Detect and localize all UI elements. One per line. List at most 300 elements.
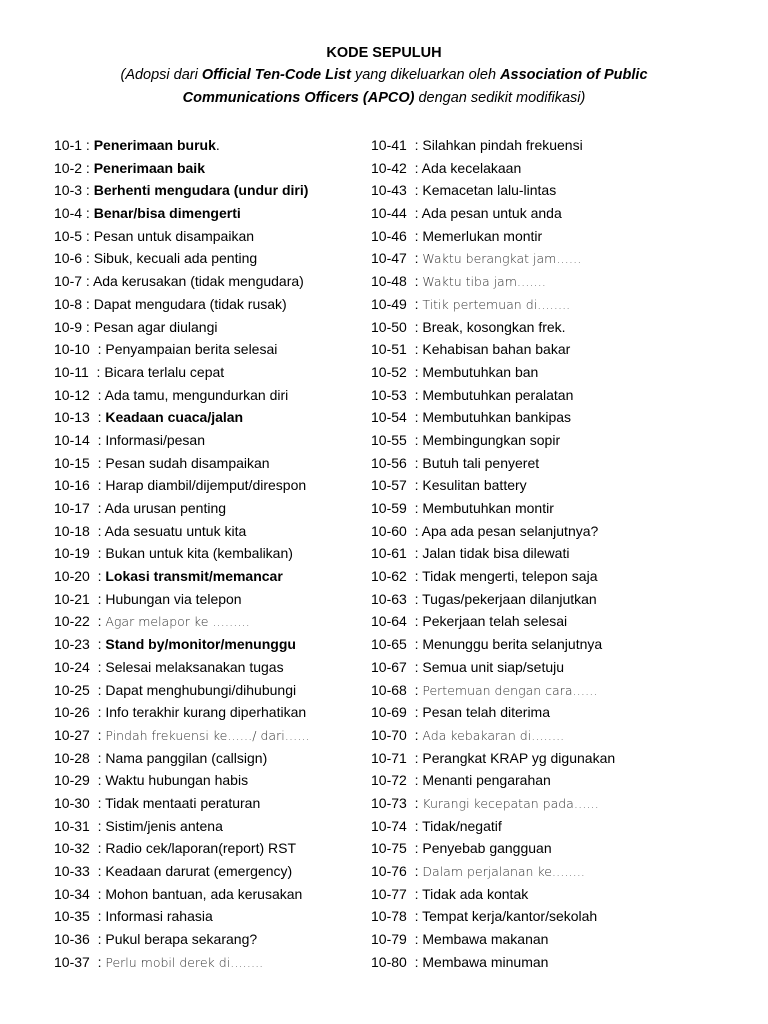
code-separator: : <box>89 454 106 471</box>
code-separator: : <box>89 545 106 562</box>
code-meaning: Membutuhkan ban <box>422 363 539 380</box>
code-meaning: Kesulitan battery <box>422 477 527 494</box>
code-separator: : <box>89 613 106 630</box>
code-row <box>371 361 751 384</box>
code-meaning: Pukul berapa sekarang? <box>105 931 258 948</box>
code-row <box>54 452 364 475</box>
code-separator: : <box>406 794 423 811</box>
code-row <box>54 769 364 792</box>
code-list-left <box>54 134 364 973</box>
code-number: 10-72 <box>371 772 407 789</box>
code-separator: : <box>406 295 423 312</box>
subtitle-emphasis: Association of Public <box>500 67 648 83</box>
code-separator: : <box>82 137 94 153</box>
code-meaning: Break, kosongkan frek. <box>422 318 566 335</box>
code-number: 10-19 <box>54 545 90 562</box>
code-meaning: Informasi rahasia <box>105 908 213 925</box>
code-meaning: Tugas/pekerjaan dilanjutkan <box>422 590 597 607</box>
code-meaning: Pesan telah diterima <box>422 704 551 721</box>
code-separator: : <box>89 840 106 857</box>
code-separator: : <box>406 137 423 153</box>
code-meaning: Pertemuan dengan cara…… <box>422 682 598 698</box>
code-meaning: Hubungan via telepon <box>105 590 242 607</box>
code-separator: : <box>89 863 106 879</box>
code-number: 10-52 <box>371 363 407 380</box>
code-row <box>54 338 364 361</box>
code-meaning: Dapat mengudara (tidak rusak) <box>93 295 287 312</box>
code-separator: : <box>89 636 106 653</box>
code-list-right <box>371 134 751 973</box>
code-meaning: Waktu berangkat jam…… <box>422 251 582 267</box>
code-separator: : <box>89 522 105 539</box>
code-separator: : <box>406 568 423 585</box>
code-row <box>371 883 751 906</box>
code-row <box>371 679 751 702</box>
code-separator: : <box>406 931 423 948</box>
code-meaning: Radio cek/laporan(report) RST <box>105 840 297 857</box>
code-number: 10-35 <box>54 908 90 925</box>
code-number: 10-4 <box>54 205 83 222</box>
code-separator: : <box>406 817 423 834</box>
subtitle-emphasis: Communications Officers (APCO) <box>182 90 415 106</box>
code-row <box>371 293 751 316</box>
code-row <box>371 520 751 543</box>
code-meaning: Membutuhkan peralatan <box>422 386 574 403</box>
code-row <box>371 179 751 202</box>
code-separator: : <box>406 704 423 721</box>
code-separator: : <box>89 568 106 585</box>
code-meaning: Membutuhkan montir <box>422 500 554 516</box>
code-number: 10-68 <box>371 681 407 698</box>
code-meaning: Penerimaan baik <box>93 159 205 176</box>
code-number: 10-9 <box>54 318 83 335</box>
code-number: 10-24 <box>54 658 90 675</box>
code-row <box>54 520 364 543</box>
code-separator: : <box>406 431 423 448</box>
code-number: 10-51 <box>371 341 407 358</box>
code-separator: : <box>89 817 106 834</box>
code-separator: : <box>82 182 94 199</box>
code-meaning: Agar melapor ke ……… <box>105 614 250 630</box>
code-row <box>54 497 364 520</box>
code-number: 10-34 <box>54 885 90 902</box>
code-row <box>371 837 751 860</box>
code-number: 10-62 <box>371 568 407 585</box>
code-number: 10-55 <box>371 431 407 448</box>
code-number: 10-44 <box>371 205 407 222</box>
code-separator: : <box>82 318 94 335</box>
code-meaning: Berhenti mengudara (undur diri) <box>93 182 309 199</box>
code-meaning: Apa ada pesan selanjutnya? <box>421 522 599 539</box>
code-number: 10-2 <box>54 159 83 176</box>
code-separator: : <box>406 341 423 358</box>
code-meaning: Lokasi transmit/memancar <box>105 568 283 585</box>
code-number: 10-79 <box>371 931 407 948</box>
code-separator: : <box>89 341 106 358</box>
code-row <box>54 542 364 565</box>
code-row <box>54 633 364 656</box>
code-number: 10-5 <box>54 227 83 244</box>
code-separator: : <box>89 931 106 948</box>
code-row <box>371 384 751 407</box>
document-subtitle <box>0 64 768 110</box>
code-meaning: Ada kerusakan (tidak mengudara) <box>92 273 304 290</box>
code-row <box>371 225 751 248</box>
code-meaning: Penerimaan buruk <box>93 137 216 153</box>
subtitle-part: yang dikeluarkan oleh <box>350 67 501 83</box>
code-number: 10-21 <box>54 590 90 607</box>
code-row <box>54 679 364 702</box>
code-separator: : <box>406 454 423 471</box>
code-meaning: Ada kecelakaan <box>421 159 522 176</box>
code-number: 10-64 <box>371 613 407 630</box>
code-separator: : <box>406 636 423 653</box>
code-row <box>54 928 364 951</box>
code-number: 10-41 <box>371 137 407 153</box>
code-row <box>371 270 751 293</box>
code-separator: : <box>406 658 423 675</box>
code-meaning: Ada urusan penting <box>104 500 227 516</box>
code-separator: : <box>406 500 423 516</box>
code-tail: . <box>215 137 220 153</box>
code-row <box>54 247 364 270</box>
code-meaning: Tidak mengerti, telepon saja <box>422 568 598 585</box>
code-separator: : <box>89 726 106 743</box>
code-row <box>371 724 751 747</box>
code-separator: : <box>89 772 106 789</box>
code-meaning: Kurangi kecepatan pada…… <box>422 795 599 811</box>
code-meaning: Nama panggilan (callsign) <box>105 749 268 766</box>
code-meaning: Kehabisan bahan bakar <box>422 341 571 358</box>
code-row <box>54 179 364 202</box>
code-meaning: Stand by/monitor/menunggu <box>105 636 296 653</box>
code-row <box>54 610 364 633</box>
code-row <box>54 384 364 407</box>
code-separator: : <box>82 295 94 312</box>
code-separator: : <box>406 840 423 857</box>
code-row <box>371 474 751 497</box>
code-number: 10-23 <box>54 636 90 653</box>
code-row <box>54 225 364 248</box>
code-number: 10-16 <box>54 477 90 494</box>
code-row <box>371 316 751 339</box>
code-number: 10-61 <box>371 545 407 562</box>
document-title: KODE SEPULUH <box>326 45 442 61</box>
code-meaning: Sibuk, kecuali ada penting <box>93 250 258 267</box>
code-number: 10-71 <box>371 749 407 766</box>
code-row <box>54 747 364 770</box>
code-number: 10-48 <box>371 273 407 290</box>
code-separator: : <box>406 590 423 607</box>
code-meaning: Ada kebakaran di…….. <box>422 727 565 743</box>
code-meaning: Menunggu berita selanjutnya <box>422 636 603 653</box>
code-separator: : <box>406 749 423 766</box>
code-number: 10-74 <box>371 817 407 834</box>
code-row <box>371 928 751 951</box>
code-separator: : <box>89 590 106 607</box>
code-number: 10-69 <box>371 704 407 721</box>
code-meaning: Sistim/jenis antena <box>105 817 223 834</box>
code-separator: : <box>82 250 94 267</box>
code-meaning: Bicara terlalu cepat <box>104 363 225 380</box>
code-separator: : <box>406 613 423 630</box>
code-meaning: Tidak ada kontak <box>422 885 529 902</box>
code-meaning: Pindah frekuensi ke……/ dari…… <box>105 727 310 743</box>
code-row <box>54 157 364 180</box>
code-number: 10-12 <box>54 386 90 403</box>
code-row <box>54 293 364 316</box>
code-separator: : <box>82 159 94 176</box>
code-meaning: Menanti pengarahan <box>422 772 551 789</box>
code-meaning: Penyebab gangguan <box>422 840 552 857</box>
code-meaning: Membutuhkan bankipas <box>422 409 572 426</box>
code-number: 10-43 <box>371 182 407 199</box>
code-row <box>371 247 751 270</box>
code-row <box>54 316 364 339</box>
code-number: 10-25 <box>54 681 90 698</box>
code-separator: : <box>88 363 105 380</box>
code-row <box>54 134 364 157</box>
code-separator: : <box>406 953 423 970</box>
code-separator: : <box>406 772 423 789</box>
code-row <box>371 497 751 520</box>
code-number: 10-33 <box>54 863 90 879</box>
code-number: 10-70 <box>371 726 407 743</box>
code-number: 10-36 <box>54 931 90 948</box>
subtitle-part: (Adopsi dari <box>120 67 202 83</box>
code-row <box>371 134 751 157</box>
code-row <box>371 338 751 361</box>
code-meaning: Pesan sudah disampaikan <box>105 454 270 471</box>
code-row <box>54 883 364 906</box>
code-row <box>371 951 751 974</box>
code-number: 10-67 <box>371 658 407 675</box>
code-number: 10-32 <box>54 840 90 857</box>
code-number: 10-47 <box>371 250 407 267</box>
code-number: 10-26 <box>54 704 90 721</box>
code-meaning: Waktu tiba jam……. <box>422 274 546 290</box>
code-row <box>54 406 364 429</box>
code-separator: : <box>89 500 105 516</box>
code-separator: : <box>89 749 106 766</box>
code-row <box>54 429 364 452</box>
code-separator: : <box>89 794 106 811</box>
code-row <box>54 656 364 679</box>
code-number: 10-56 <box>371 454 407 471</box>
code-row <box>371 565 751 588</box>
code-number: 10-6 <box>54 250 83 267</box>
code-number: 10-50 <box>371 318 407 335</box>
code-number: 10-75 <box>371 840 407 857</box>
code-meaning: Bukan untuk kita (kembalikan) <box>105 545 293 562</box>
code-meaning: Dalam perjalanan ke…….. <box>422 864 585 879</box>
code-row <box>54 951 364 974</box>
code-meaning: Semua unit siap/setuju <box>422 658 565 675</box>
code-row <box>54 724 364 747</box>
code-separator: : <box>406 182 423 199</box>
code-row <box>371 202 751 225</box>
code-meaning: Benar/bisa dimengerti <box>93 205 241 222</box>
code-separator: : <box>406 159 422 176</box>
code-number: 10-59 <box>371 500 407 516</box>
code-number: 10-27 <box>54 726 90 743</box>
code-meaning: Perangkat KRAP yg digunakan <box>422 749 616 766</box>
code-number: 10-57 <box>371 477 407 494</box>
code-row <box>54 202 364 225</box>
code-meaning: Keadaan darurat (emergency) <box>105 863 293 879</box>
code-number: 10-54 <box>371 409 407 426</box>
code-meaning: Dapat menghubungi/dihubungi <box>105 681 297 698</box>
code-separator: : <box>89 681 106 698</box>
code-meaning: Ada tamu, mengundurkan diri <box>104 386 289 403</box>
code-number: 10-49 <box>371 295 407 312</box>
code-number: 10-1 <box>54 137 83 153</box>
code-meaning: Silahkan pindah frekuensi <box>422 137 583 153</box>
code-number: 10-17 <box>54 500 90 516</box>
code-number: 10-37 <box>54 953 90 970</box>
code-meaning: Ada pesan untuk anda <box>421 205 562 222</box>
code-separator: : <box>406 885 423 902</box>
code-separator: : <box>82 273 93 290</box>
code-separator: : <box>82 227 94 244</box>
code-row <box>371 792 751 815</box>
code-row <box>371 656 751 679</box>
code-separator: : <box>406 318 423 335</box>
code-number: 10-76 <box>371 863 407 879</box>
code-number: 10-8 <box>54 295 83 312</box>
code-row <box>371 905 751 928</box>
code-row <box>371 588 751 611</box>
code-number: 10-77 <box>371 885 407 902</box>
code-number: 10-30 <box>54 794 90 811</box>
code-meaning: Pesan agar diulangi <box>93 318 218 335</box>
code-separator: : <box>406 863 423 879</box>
code-meaning: Keadaan cuaca/jalan <box>105 409 244 426</box>
code-separator: : <box>89 431 106 448</box>
code-separator: : <box>89 953 106 970</box>
code-meaning: Pekerjaan telah selesai <box>422 613 568 630</box>
code-number: 10-80 <box>371 953 407 970</box>
code-number: 10-53 <box>371 386 407 403</box>
code-meaning: Waktu hubungan habis <box>105 772 249 789</box>
code-row <box>371 860 751 883</box>
code-separator: : <box>89 885 106 902</box>
code-row <box>371 429 751 452</box>
code-meaning: Informasi/pesan <box>105 431 205 448</box>
code-row <box>371 157 751 180</box>
code-row <box>54 837 364 860</box>
code-separator: : <box>406 250 423 267</box>
code-separator: : <box>89 409 106 426</box>
code-number: 10-31 <box>54 817 90 834</box>
code-row <box>54 565 364 588</box>
code-separator: : <box>406 409 423 426</box>
code-number: 10-10 <box>54 341 90 358</box>
code-separator: : <box>406 545 423 562</box>
code-separator: : <box>89 908 106 925</box>
code-meaning: Ada sesuatu untuk kita <box>104 522 247 539</box>
code-number: 10-73 <box>371 794 407 811</box>
code-number: 10-60 <box>371 522 407 539</box>
code-number: 10-63 <box>371 590 407 607</box>
subtitle-emphasis: Official Ten-Code List <box>201 67 351 83</box>
code-number: 10-42 <box>371 159 407 176</box>
code-row <box>54 270 364 293</box>
code-separator: : <box>406 386 423 403</box>
code-number: 10-20 <box>54 568 90 585</box>
code-meaning: Butuh tali penyeret <box>422 454 540 471</box>
code-row <box>371 406 751 429</box>
code-separator: : <box>89 658 106 675</box>
code-meaning: Tidak mentaati peraturan <box>105 794 261 811</box>
code-meaning: Jalan tidak bisa dilewati <box>422 545 570 562</box>
code-row <box>371 610 751 633</box>
code-number: 10-78 <box>371 908 407 925</box>
code-row <box>54 361 364 384</box>
document-header <box>0 42 768 110</box>
code-number: 10-13 <box>54 409 90 426</box>
code-meaning: Pesan untuk disampaikan <box>93 227 255 244</box>
code-number: 10-3 <box>54 182 83 199</box>
code-separator: : <box>406 227 423 244</box>
code-separator: : <box>406 363 423 380</box>
code-meaning: Penyampaian berita selesai <box>105 341 278 358</box>
code-row <box>54 792 364 815</box>
code-meaning: Membingungkan sopir <box>422 431 561 448</box>
code-separator: : <box>406 522 422 539</box>
code-row <box>54 474 364 497</box>
code-meaning: Tidak/negatif <box>422 817 502 834</box>
code-separator: : <box>82 205 94 222</box>
code-meaning: Titik pertemuan di…….. <box>422 296 571 312</box>
code-row <box>371 701 751 724</box>
code-meaning: Info terakhir kurang diperhatikan <box>105 704 307 721</box>
code-meaning: Membawa makanan <box>422 931 549 948</box>
code-row <box>54 815 364 838</box>
code-row <box>371 633 751 656</box>
code-meaning: Kemacetan lalu-lintas <box>422 182 557 199</box>
code-row <box>371 452 751 475</box>
code-number: 10-11 <box>54 363 89 380</box>
code-separator: : <box>406 908 423 925</box>
code-separator: : <box>406 477 423 494</box>
code-separator: : <box>406 681 423 698</box>
code-number: 10-65 <box>371 636 407 653</box>
code-number: 10-15 <box>54 454 90 471</box>
code-number: 10-22 <box>54 613 90 630</box>
code-separator: : <box>406 273 423 290</box>
code-row <box>54 701 364 724</box>
code-row <box>371 542 751 565</box>
code-row <box>54 860 364 883</box>
code-row <box>371 815 751 838</box>
code-meaning: Mohon bantuan, ada kerusakan <box>105 885 303 902</box>
code-number: 10-29 <box>54 772 90 789</box>
code-row <box>371 747 751 770</box>
code-meaning: Selesai melaksanakan tugas <box>105 658 284 675</box>
code-separator: : <box>406 205 422 222</box>
subtitle-part: dengan sedikit modifikasi) <box>414 90 586 106</box>
code-meaning: Tempat kerja/kantor/sekolah <box>422 908 598 925</box>
code-separator: : <box>89 477 106 494</box>
code-meaning: Membawa minuman <box>422 953 549 970</box>
code-meaning: Harap diambil/dijemput/direspon <box>105 477 307 494</box>
code-number: 10-14 <box>54 431 90 448</box>
code-number: 10-46 <box>371 227 407 244</box>
code-separator: : <box>89 386 105 403</box>
code-row <box>371 769 751 792</box>
code-row <box>54 905 364 928</box>
